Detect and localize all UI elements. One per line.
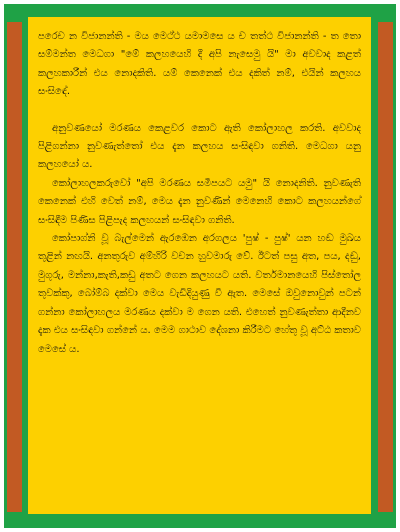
paragraph-3: කෝලාහලකරුවෝ "අපි මරණය සමීපයට යමු" යි නොදනිති. නුවණැති කෙනෙක් එහි වෙත් නම්, මෙය දැන නුවණින් මෙනෙහි කොට කලහයන්ගේ සංසිඳීම පිණිස පිළිපැද කලහයන් සංසිඳවා ගනිති. xyxy=(38,177,361,226)
text-page xyxy=(28,17,371,514)
paragraph-2: අනුවණයෝ මරණය කෙළවර කොට ඇති කෝලාහල කරති. අවවාද පිළිගන්නා නුවණැත්තෝ එය දැන කලහය සංසිඳවා ගනිති. මෙධගා යනු කලහයෝ ය. xyxy=(38,122,361,171)
document-body xyxy=(38,28,361,359)
right-decorative-bar xyxy=(378,22,393,512)
paragraph-4: කෝපාග්නි වූ බැල්මෙන් ඇරඹෙන අරගලය 'පුෂ් - පුෂ්' යන හඬ මුඛය තුළින් නඟයි. අනතුරුව අම්හිරි වචන හුවමාරු වේ. ඊටත් පසු අත, පය, දඬු, මුගුරු, මන්නා,කැති,කඩු අතට ගෙන කලහයට යති. වර්තමානයෙහි පිස්තෝල තුවක්කු, බෝම්බ දක්වා මෙය වැඩිදියුණු වී ඇත. මෙසේ ඔවුනොවුන් පටන් ගන්නා කෝලාහලය මරණය දක්වා ම ගෙන යති. එහෙත් නුවණැත්තා ආදීනව දැක එය සංසිඳවා ගන්නේ ය. මෙම ගාථාව දේශනා කිරීමට හේතු වූ අට්ඨ කතාව මෙසේ ය. xyxy=(38,233,361,355)
paragraph-1: පරෙච න විජානන්ති - මය මෙථ්ථ යමාමසෙ ය ච තත්ථ විජානන්ති - ත තො සම්මන්ත මෙධගා "මේ කලහයෙහි දී අපි නැසෙමු යි" මා අවවාද කළත් කලහකාරීන් එය නොදකිති. යම් කෙනෙක් එය දකිත් නම්, එයින් කලහය සංසිඳේ. xyxy=(38,31,361,98)
left-decorative-bar xyxy=(7,22,22,512)
